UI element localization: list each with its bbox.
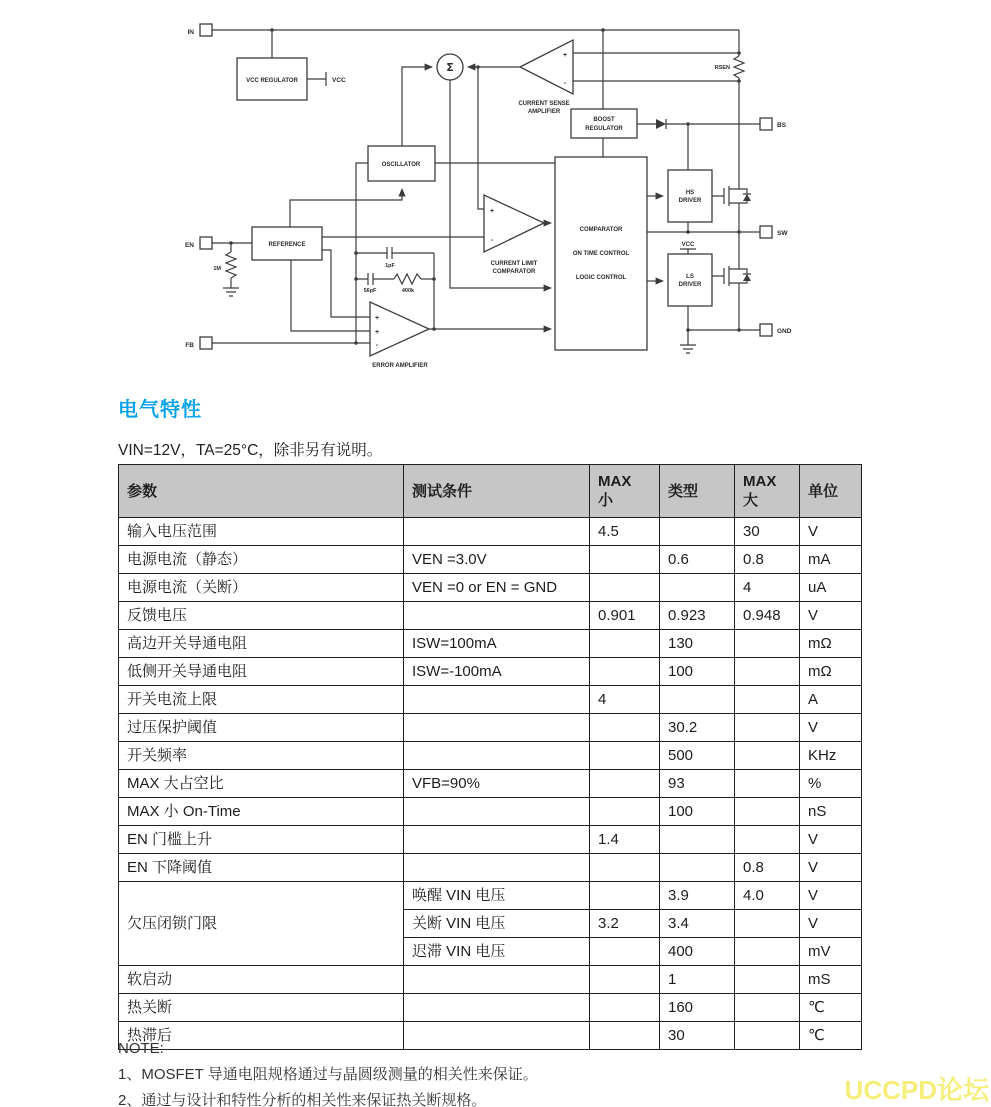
cell-unit: uA [800, 574, 862, 602]
cell-max [735, 994, 800, 1022]
cell-cond [404, 518, 590, 546]
pin-en-label: EN [184, 242, 194, 249]
cell-cond [404, 854, 590, 882]
notes [118, 1036, 538, 1107]
cell-param: 软启动 [119, 966, 404, 994]
svg-text:ERROR AMPLIFIER: ERROR AMPLIFIER [372, 363, 428, 369]
cell-cond [404, 714, 590, 742]
table-row [119, 574, 862, 602]
cell-max: 0.8 [735, 546, 800, 574]
svg-text:LS: LS [686, 274, 694, 280]
watermark: UCCPD论坛 [844, 1075, 989, 1105]
cell-max [735, 686, 800, 714]
test-condition-text: VIN=12V，TA=25°C，除非另有说明。 [118, 442, 383, 459]
svg-text:+: + [562, 52, 568, 59]
table-row [119, 630, 862, 658]
cell-cond: 唤醒 VIN 电压 [404, 882, 590, 910]
boost-regulator-block [571, 30, 787, 170]
cell-typ: 100 [660, 798, 735, 826]
cell-unit: % [800, 770, 862, 798]
cell-cond: 关断 VIN 电压 [404, 910, 590, 938]
note-item: 1、MOSFET 导通电阻规格通过与晶圆级测量的相关性来保证。 [118, 1066, 538, 1083]
cell-max [735, 966, 800, 994]
cell-typ: 130 [660, 630, 735, 658]
cell-typ: 0.6 [660, 546, 735, 574]
cell-typ: 160 [660, 994, 735, 1022]
cell-typ: 400 [660, 938, 735, 966]
cell-typ: 500 [660, 742, 735, 770]
table-row [119, 742, 862, 770]
cell-param: MAX 小 On-Time [119, 798, 404, 826]
header-max: MAX 大 [735, 465, 800, 518]
pin-gnd [680, 324, 792, 353]
cell-typ [660, 574, 735, 602]
summing-node [437, 54, 463, 80]
pin-fb [185, 337, 370, 349]
cell-typ: 0.923 [660, 602, 735, 630]
cell-cond [404, 798, 590, 826]
ground-symbol [680, 330, 696, 353]
cell-unit: mV [800, 938, 862, 966]
cell-min: 1.4 [590, 826, 660, 854]
vcc-mid-label [680, 242, 696, 254]
cell-max [735, 910, 800, 938]
cell-max [735, 1022, 800, 1050]
table-row [119, 798, 862, 826]
pin-in-label: IN [187, 29, 194, 36]
cell-param: 热滞后 [119, 1022, 404, 1050]
svg-text:DRIVER: DRIVER [678, 282, 702, 288]
svg-text:CURRENT LIMIT: CURRENT LIMIT [490, 261, 538, 267]
ls-driver-block [668, 254, 712, 330]
table-row [119, 882, 862, 910]
cell-max: 4 [735, 574, 800, 602]
cell-min [590, 966, 660, 994]
block-diagram [0, 0, 991, 392]
cell-param: 电源电流（关断） [119, 574, 404, 602]
svg-text:REGULATOR: REGULATOR [585, 126, 623, 132]
cell-max: 30 [735, 518, 800, 546]
cell-max [735, 658, 800, 686]
table-row [119, 854, 862, 882]
pin-gnd-label: GND [777, 328, 792, 335]
cell-min [590, 938, 660, 966]
cell-min [590, 658, 660, 686]
cell-max: 4.0 [735, 882, 800, 910]
cell-cond [404, 742, 590, 770]
pin-bs [760, 118, 772, 130]
cell-param: 电源电流（静态） [119, 546, 404, 574]
cell-unit: V [800, 854, 862, 882]
cell-param: 欠压闭锁门限 [119, 882, 404, 966]
c1-label: 1pF [385, 263, 395, 269]
cell-max [735, 770, 800, 798]
svg-text:COMPARATOR: COMPARATOR [492, 269, 536, 275]
error-amplifier [370, 302, 551, 369]
cell-min [590, 882, 660, 910]
cell-typ: 30 [660, 1022, 735, 1050]
cell-min [590, 994, 660, 1022]
cell-param: 开关频率 [119, 742, 404, 770]
svg-text:+: + [489, 208, 495, 215]
note-item: 2、通过与设计和特性分析的相关性来保证热关断规格。 [118, 1092, 487, 1107]
note-label: NOTE: [118, 1040, 164, 1057]
cell-min [590, 574, 660, 602]
svg-text:+: + [374, 329, 380, 336]
cell-param: EN 下降阈值 [119, 854, 404, 882]
cell-param: 反馈电压 [119, 602, 404, 630]
cell-min [590, 798, 660, 826]
cell-max [735, 938, 800, 966]
cell-cond [404, 826, 590, 854]
sigma-symbol: Σ [446, 61, 454, 74]
cell-param: 过压保护阈值 [119, 714, 404, 742]
cell-param: 热关断 [119, 994, 404, 1022]
table-row [119, 602, 862, 630]
svg-text:-: - [490, 237, 494, 244]
cell-max [735, 742, 800, 770]
table-row [119, 770, 862, 798]
rsen-label: RSEN [714, 65, 730, 71]
cell-unit: V [800, 602, 862, 630]
cell-typ: 1 [660, 966, 735, 994]
cell-param: 低侧开关导通电阻 [119, 658, 404, 686]
cell-min [590, 714, 660, 742]
cell-param: 开关电流上限 [119, 686, 404, 714]
pin-sw-label: SW [777, 230, 788, 237]
cell-unit: V [800, 882, 862, 910]
cell-cond [404, 994, 590, 1022]
control-block [555, 157, 760, 350]
svg-text:ON TIME CONTROL: ON TIME CONTROL [572, 251, 630, 257]
cell-cond [404, 602, 590, 630]
svg-text:BOOST: BOOST [593, 117, 615, 123]
cell-max [735, 798, 800, 826]
cell-typ [660, 686, 735, 714]
cell-min: 3.2 [590, 910, 660, 938]
cell-typ [660, 518, 735, 546]
cell-min: 4.5 [590, 518, 660, 546]
cell-max [735, 826, 800, 854]
cell-unit: V [800, 714, 862, 742]
cell-typ: 30.2 [660, 714, 735, 742]
cell-typ [660, 854, 735, 882]
c2-label: 56pF [363, 288, 377, 294]
cell-max: 0.948 [735, 602, 800, 630]
cell-cond: VEN =0 or EN = GND [404, 574, 590, 602]
table-body [119, 518, 862, 1050]
cell-unit: V [800, 910, 862, 938]
cell-param: MAX 大占空比 [119, 770, 404, 798]
pin-in [188, 24, 213, 36]
cell-typ: 3.9 [660, 882, 735, 910]
ls-mosfet [712, 266, 751, 286]
svg-text:REFERENCE: REFERENCE [268, 242, 306, 248]
svg-text:HS: HS [685, 190, 695, 196]
cell-param: 高边开关导通电阻 [119, 630, 404, 658]
pin-bs-label: BS [777, 122, 787, 129]
cell-max: 0.8 [735, 854, 800, 882]
table-row [119, 966, 862, 994]
header-min: MAX 小 [590, 465, 660, 518]
table-row [119, 826, 862, 854]
table-row [119, 994, 862, 1022]
hs-mosfet [712, 186, 751, 206]
spec-table [118, 464, 862, 1050]
vcc-regulator-block [237, 30, 346, 100]
cell-cond: ISW=-100mA [404, 658, 590, 686]
cell-cond: 迟滞 VIN 电压 [404, 938, 590, 966]
header-typ: 类型 [660, 465, 735, 518]
cell-unit: ℃ [800, 1022, 862, 1050]
header-param: 参数 [119, 465, 404, 518]
cell-unit: V [800, 826, 862, 854]
cell-max [735, 714, 800, 742]
table-row [119, 518, 862, 546]
svg-text:COMPARATOR: COMPARATOR [579, 227, 623, 233]
hs-driver-block [668, 170, 712, 232]
vcc-terminal-label: VCC [332, 77, 346, 84]
cell-cond: ISW=100mA [404, 630, 590, 658]
svg-text:DRIVER: DRIVER [678, 198, 702, 204]
cell-cond: VFB=90% [404, 770, 590, 798]
table-header-row [119, 465, 862, 518]
cell-cond [404, 966, 590, 994]
cell-unit: ℃ [800, 994, 862, 1022]
svg-text:VCC: VCC [681, 242, 695, 248]
svg-text:-: - [375, 342, 379, 349]
cell-param: EN 门槛上升 [119, 826, 404, 854]
cell-unit: A [800, 686, 862, 714]
oscillator-block [290, 67, 555, 343]
svg-text:+: + [374, 315, 380, 322]
cell-min [590, 1022, 660, 1050]
cell-unit: mS [800, 966, 862, 994]
svg-text:VCC REGULATOR: VCC REGULATOR [246, 78, 298, 84]
header-cond: 测试条件 [404, 465, 590, 518]
cell-unit: KHz [800, 742, 862, 770]
cell-typ: 93 [660, 770, 735, 798]
cell-cond [404, 686, 590, 714]
svg-text:LOGIC CONTROL: LOGIC CONTROL [575, 275, 627, 281]
reference-block [252, 227, 370, 331]
pin-fb-label: FB [185, 342, 194, 349]
cell-min [590, 546, 660, 574]
boost-diode [656, 119, 666, 129]
rcomp-label: 400k [401, 288, 415, 294]
cell-min [590, 770, 660, 798]
cell-typ: 100 [660, 658, 735, 686]
cell-param: 输入电压范围 [119, 518, 404, 546]
cell-min: 0.901 [590, 602, 660, 630]
cell-unit: mΩ [800, 658, 862, 686]
cell-min [590, 630, 660, 658]
cell-max [735, 630, 800, 658]
en-resistor-label: 1M [213, 266, 221, 272]
cell-unit: V [800, 518, 862, 546]
cell-typ: 3.4 [660, 910, 735, 938]
cell-cond: VEN =3.0V [404, 546, 590, 574]
svg-text:-: - [563, 80, 567, 87]
cell-min: 4 [590, 686, 660, 714]
table-row [119, 658, 862, 686]
table-row [119, 686, 862, 714]
svg-text:OSCILLATOR: OSCILLATOR [381, 162, 421, 168]
cell-min [590, 742, 660, 770]
cell-min [590, 854, 660, 882]
cell-unit: nS [800, 798, 862, 826]
table-row [119, 546, 862, 574]
cell-unit: mΩ [800, 630, 862, 658]
section-title: 电气特性 [118, 399, 202, 421]
cell-typ [660, 826, 735, 854]
pin-en [185, 237, 252, 296]
table-row [119, 714, 862, 742]
header-unit: 单位 [800, 465, 862, 518]
svg-text:AMPLIFIER: AMPLIFIER [527, 109, 561, 115]
svg-text:CURRENT SENSE: CURRENT SENSE [518, 101, 570, 107]
cell-unit: mA [800, 546, 862, 574]
